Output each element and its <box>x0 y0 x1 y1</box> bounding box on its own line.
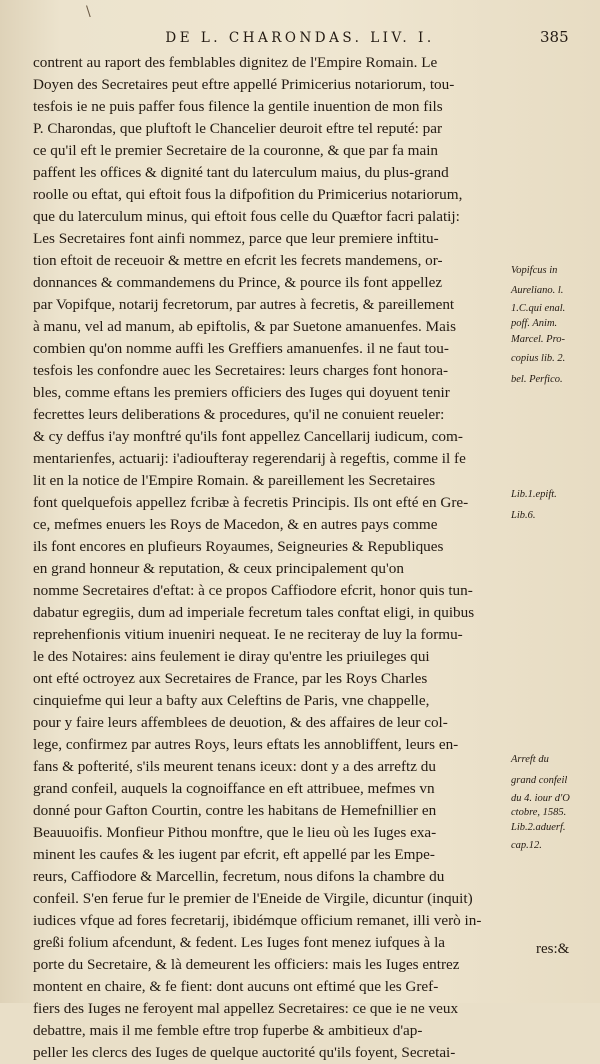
margin-note: Arreft du <box>511 754 549 765</box>
text-line: paffent les offices & dignité tant du laterculum maius, du plus-grand <box>33 164 449 181</box>
text-line: lit en la notice de l'Empire Romain. & pareillement les Secretaires <box>33 472 436 489</box>
margin-note: copius lib. 2. <box>511 353 566 364</box>
text-line: lege, confirmez par autres Roys, leurs eftats les annobliffent, leurs en- <box>33 736 459 753</box>
margin-note: du 4. iour d'O <box>511 793 570 804</box>
margin-note: Aureliano. l. <box>511 285 564 296</box>
text-line: ils font encores en plufieurs Royaumes, Seigneuries & Republiques <box>33 538 444 555</box>
text-line: debattre, mais il me femble eftre trop fuperbe & ambitieux d'ap- <box>33 1022 423 1039</box>
text-line: & cy deffus i'ay monftré qu'ils font appellez Cancellarij iudicum, com- <box>33 428 463 445</box>
corner-mark: \ <box>86 4 91 20</box>
text-line: cinquiefme qui leur a bafty aux Celeftins de Paris, vne chappelle, <box>33 692 430 709</box>
margin-note: Lib.2.aduerf. <box>511 822 566 833</box>
catchword: res:& <box>536 941 570 957</box>
text-line: fecrettes leurs deliberations & procedures, qu'il ne conuient reueler: <box>33 406 445 423</box>
margin-note: 1.C.qui enal. <box>511 303 566 314</box>
text-line: donné pour Gafton Courtin, contre les habitans de Hemefnillier en <box>33 802 437 819</box>
text-line: roolle ou eftat, qui eftoit fous la difpofition du Primicerius notariorum, <box>33 186 463 203</box>
margin-note: grand confeil <box>511 775 568 786</box>
margin-note: ctobre, 1585. <box>511 807 567 818</box>
text-line: tion eftoit de receuoir & mettre en efcrit les fecrets mandemens, or- <box>33 252 443 269</box>
margin-note: Lib.6. <box>511 510 536 521</box>
text-line: que du laterculum minus, qui eftoit fous celle du Quæftor facri palatij: <box>33 208 460 225</box>
text-line: font quelquefois appellez fcribæ à fecretis Principis. Ils ont efté en Gre- <box>33 494 469 511</box>
text-line: donnances & commandemens du Prince, & pource ils font appellez <box>33 274 443 291</box>
text-line: ont efté octroyez aux Secretaires de France, par les Roys Charles <box>33 670 428 687</box>
margin-note: Lib.1.epift. <box>511 489 557 500</box>
text-line: par Vopifque, notarij fecretorum, par autres à fecretis, & pareillement <box>33 296 455 313</box>
text-line: combien qu'on nomme auffi les Greffiers amanuenfes. il ne faut tou- <box>33 340 449 357</box>
text-line: peller les clercs des Iuges de quelque auctorité qu'ils foyent, Secretai- <box>33 1044 456 1061</box>
text-line: dabatur egregiis, dum ad imperiale fecretum tales conftat eligi, in quibus <box>33 604 475 621</box>
text-line: bles, comme eftans les premiers officiers des Iuges qui doyuent tenir <box>33 384 450 401</box>
margin-note: bel. Perfico. <box>511 374 563 385</box>
margin-note: poff. Anim. <box>511 318 558 329</box>
text-line: fiers des Iuges ne feroyent mal appellez Secretaires: ce que ie ne veux <box>33 1000 459 1017</box>
margin-note: Marcel. Pro- <box>511 334 566 345</box>
text-line: mentarienfes, actuarij: i'adioufteray regerendarij à regeftis, comme il fe <box>33 450 466 467</box>
text-line: nomme Secretaires d'eftat: à ce propos Caffiodore efcrit, honor quis tun- <box>33 582 473 599</box>
text-line: grand confeil, auquels la cognoiffance en eft attribuee, mefmes vn <box>33 780 435 797</box>
text-line: Les Secretaires font ainfi nommez, parce que leur premiere inftitu- <box>33 230 439 247</box>
text-line: pour y faire leurs affemblees de deuotion, & des affaires de leur col- <box>33 714 448 731</box>
text-line: reprehenfionis vitium inueniri nequeat. Ie ne reciteray de luy la formu- <box>33 626 463 643</box>
text-line: contrent au raport des femblables dignitez de l'Empire Romain. Le <box>33 54 438 71</box>
text-line: tesfois ie ne puis paffer fous filence la gentile inuention de mon fils <box>33 98 443 115</box>
margin-note: cap.12. <box>511 840 542 851</box>
text-line: reurs, Caffiodore & Marcellin, fecretum, nous difons la chambre du <box>33 868 445 885</box>
page-number: 385 <box>540 28 569 46</box>
running-header: DE L. CHARONDAS. LIV. I. <box>165 30 435 46</box>
body-text <box>33 52 509 1064</box>
text-line: confeil. S'en ferue fur le premier de l'Eneide de Virgile, dicuntur (inquit) <box>33 890 473 907</box>
text-line: minent les caufes & les iugent par efcrit, eft appellé par les Empe- <box>33 846 435 863</box>
margin-note: Vopifcus in <box>511 265 558 276</box>
text-line: montent en chaire, & fe fient: dont aucuns ont eftimé que les Gref- <box>33 978 439 995</box>
text-line: tesfois les confondre auec les Secretaires: leurs charges font honora- <box>33 362 449 379</box>
text-line: en grand honneur & reputation, & ceux principalement qu'on <box>33 560 404 577</box>
text-line: iudices vfque ad fores fecretarij, ibidémque officium remanet, illi verò in- <box>33 912 482 929</box>
text-line: ce qu'il eft le premier Secretaire de la couronne, & que par fa main <box>33 142 439 159</box>
text-line: P. Charondas, que pluftoft le Chancelier deuroit eftre tel reputé: par <box>33 120 443 137</box>
text-line: porte du Secretaire, & là demeurent les officiers: mais les Iuges entrez <box>33 956 460 973</box>
text-line: Doyen des Secretaires peut eftre appellé Primicerius notariorum, tou- <box>33 76 455 93</box>
text-line: greßi folium afcendunt, & fedent. Les Iuges font menez iufques à la <box>33 934 446 951</box>
text-line: fans & pofterité, s'ils meurent tenans iceux: dont y a des arreftz du <box>33 758 436 775</box>
text-line: le des Notaires: ains feulement ie diray qu'entre les priuileges qui <box>33 648 430 665</box>
text-line: à manu, vel ad manum, ab epiftolis, & par Suetone amanuenfes. Mais <box>33 318 457 335</box>
text-line: ce, mefmes enuers les Roys de Macedon, & en autres pays comme <box>33 516 438 533</box>
text-line: Beauuoifis. Monfieur Pithou monftre, que le lieu où les Iuges exa- <box>33 824 437 841</box>
